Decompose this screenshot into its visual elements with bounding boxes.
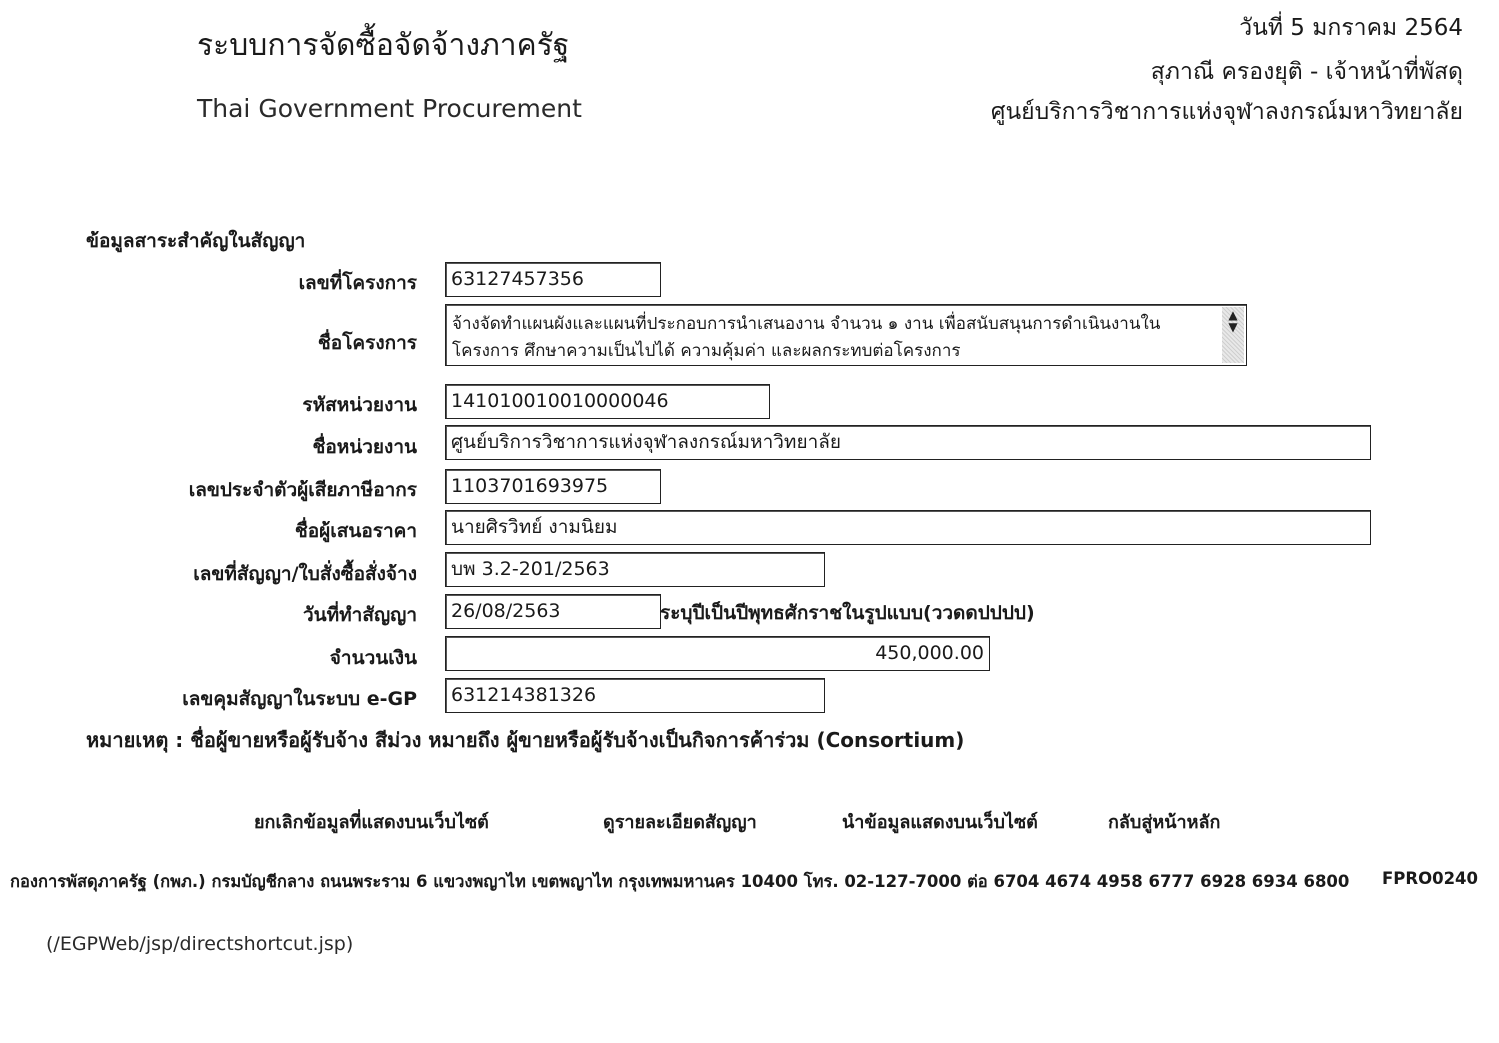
tax-id-field[interactable]: 1103701693975 xyxy=(445,469,661,504)
url-path: (/EGPWeb/jsp/directshortcut.jsp) xyxy=(46,933,354,955)
section-title: ข้อมูลสาระสำคัญในสัญญา xyxy=(86,230,306,252)
bidder-name-field[interactable]: นายศิรวิทย์ งามนิยม xyxy=(445,510,1371,545)
contract-date-hint: ระบุปีเป็นปีพุทธศักราชในรูปแบบ(ววดดปปปป) xyxy=(660,602,1035,624)
amount-label: จำนวนเงิน xyxy=(329,647,417,669)
contract-date-label: วันที่ทำสัญญา xyxy=(302,604,417,626)
footer-code: FPRO0240 xyxy=(1382,869,1479,888)
footer-address: กองการพัสดุภาครัฐ (กพภ.) กรมบัญชีกลาง ถนนพระราม 6 แขวงพญาไท เขตพญาไท กรุงเทพมหานคร 10400 โทร. 02-127-7000 ต่อ 6704 4674 4958 6777 6928 6934 6800 xyxy=(10,872,1350,891)
project-no-label: เลขที่โครงการ xyxy=(298,272,417,294)
remark xyxy=(86,724,964,756)
project-name-label: ชื่อโครงการ xyxy=(317,332,417,354)
header-user: สุภาณี ครองยุติ - เจ้าหน้าที่พัสดุ xyxy=(1150,59,1463,85)
system-title: ระบบการจัดซื้อจัดจ้างภาครัฐ xyxy=(197,28,570,63)
project-name-scrollbar[interactable] xyxy=(1222,307,1244,363)
project-name-text: จ้างจัดทำแผนผังและแผนที่ประกอบการนำเสนองาน จำนวน ๑ งาน เพื่อสนับสนุนการดำเนินงานในโครงการ ศึกษาความเป็นไปได้ ความคุ้มค่า และผลกระทบต่อโครงการ xyxy=(452,314,1161,361)
header-date: วันที่ 5 มกราคม 2564 xyxy=(1239,15,1463,41)
remark-suffix: หมายถึง ผู้ขายหรือผู้รับจ้างเป็นกิจการค้าร่วม (Consortium) xyxy=(421,728,965,752)
contract-no-field[interactable]: บพ 3.2-201/2563 xyxy=(445,552,825,587)
system-subtitle: Thai Government Procurement xyxy=(197,94,582,123)
scroll-up-icon[interactable]: ▲ xyxy=(1228,308,1238,322)
remark-color-word: สีม่วง xyxy=(374,728,422,752)
cancel-display-link[interactable]: ยกเลิกข้อมูลที่แสดงบนเว็บไซต์ xyxy=(254,812,489,833)
amount-field[interactable]: 450,000.00 xyxy=(445,636,990,671)
agency-code-field[interactable]: 141010010010000046 xyxy=(445,384,770,419)
view-contract-details-link[interactable]: ดูรายละเอียดสัญญา xyxy=(603,812,757,833)
agency-code-label: รหัสหน่วยงาน xyxy=(302,394,417,416)
agency-name-label: ชื่อหน่วยงาน xyxy=(312,436,417,458)
agency-name-field[interactable]: ศูนย์บริการวิชาการแห่งจุฬาลงกรณ์มหาวิทยาลัย xyxy=(445,425,1371,460)
egp-control-no-field[interactable]: 631214381326 xyxy=(445,678,825,713)
contract-no-label: เลขที่สัญญา/ใบสั่งซื้อสั่งจ้าง xyxy=(193,563,417,585)
tax-id-label: เลขประจำตัวผู้เสียภาษีอากร xyxy=(188,479,417,501)
bidder-name-label: ชื่อผู้เสนอราคา xyxy=(294,520,417,542)
project-name-textarea[interactable] xyxy=(445,304,1247,366)
remark-prefix: หมายเหตุ : ชื่อผู้ขายหรือผู้รับจ้าง xyxy=(86,728,375,752)
header-organization: ศูนย์บริการวิชาการแห่งจุฬาลงกรณ์มหาวิทยาลัย xyxy=(990,99,1463,125)
scroll-down-icon[interactable]: ▼ xyxy=(1228,320,1238,334)
project-no-field[interactable]: 63127457356 xyxy=(445,262,661,297)
egp-control-no-label: เลขคุมสัญญาในระบบ e-GP xyxy=(182,688,417,710)
contract-date-field[interactable]: 26/08/2563 xyxy=(445,594,661,629)
back-home-link[interactable]: กลับสู่หน้าหลัก xyxy=(1108,812,1221,833)
publish-website-link[interactable]: นำข้อมูลแสดงบนเว็บไซต์ xyxy=(842,812,1038,833)
